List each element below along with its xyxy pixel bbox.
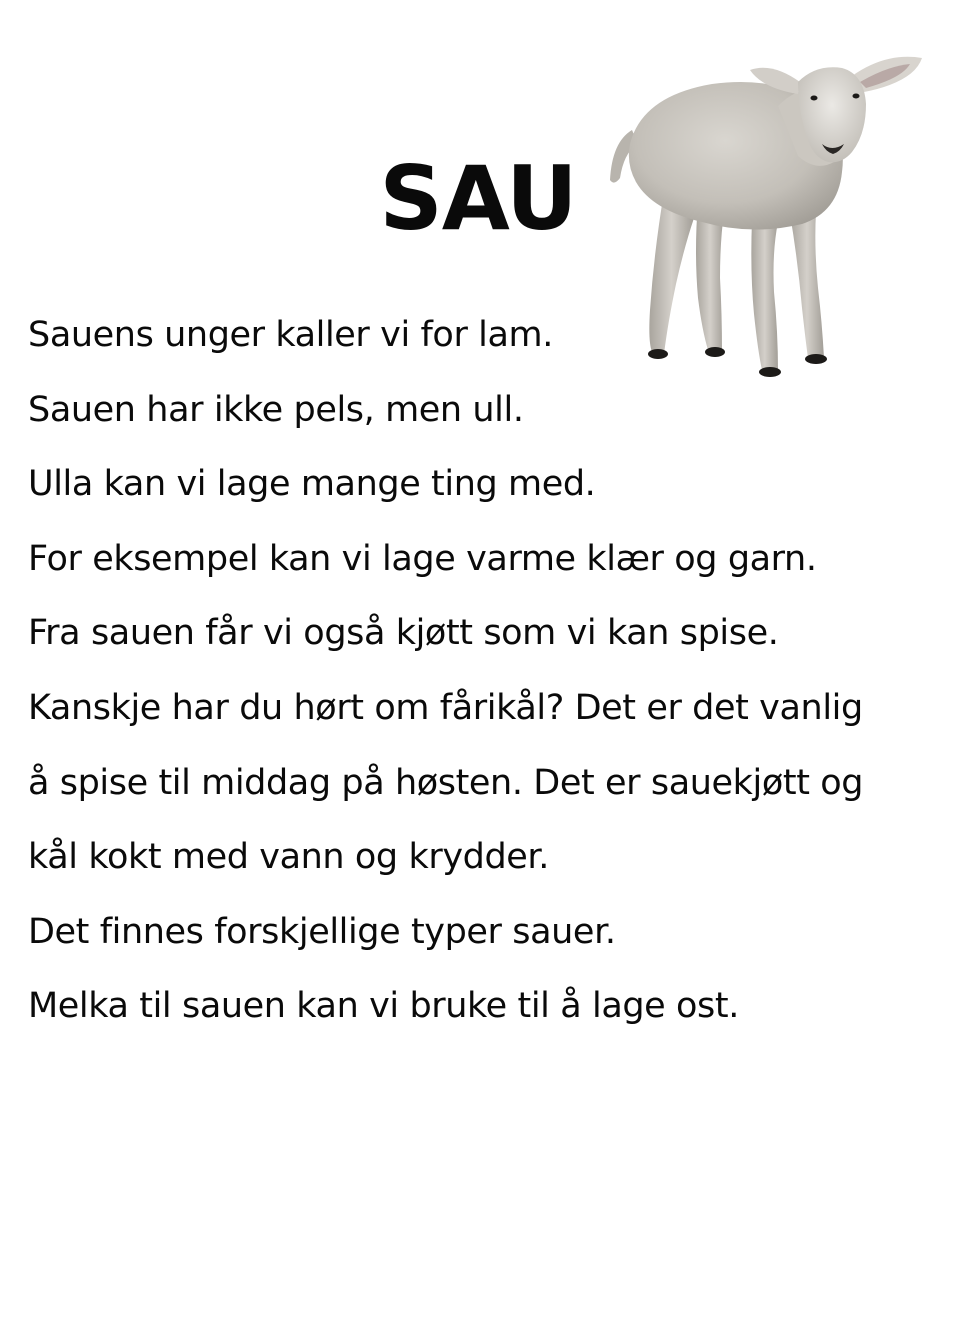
text-line: Sauens unger kaller vi for lam. (28, 315, 553, 355)
text-line: Melka til sauen kan vi bruke til å lage ost. (28, 986, 739, 1027)
text-line: Fra sauen får vi også kjøtt som vi kan spise. (28, 613, 779, 654)
text-line: Kanskje har du hørt om fårikål? Det er det vanlig (28, 687, 863, 728)
text-line: å spise til middag på høsten. Det er sauekjøtt og (28, 762, 864, 803)
text-line: Ulla kan vi lage mange ting med. (28, 464, 596, 505)
text-line: kål kokt med vann og krydder. (28, 837, 549, 878)
text-line: Sauen har ikke pels, men ull. (28, 389, 524, 430)
text-line: Det finnes forskjellige typer sauer. (28, 911, 616, 952)
text-line: For eksempel kan vi lage varme klær og garn. (28, 538, 817, 579)
page-title: SAU (379, 146, 577, 250)
article-body (28, 298, 938, 1044)
